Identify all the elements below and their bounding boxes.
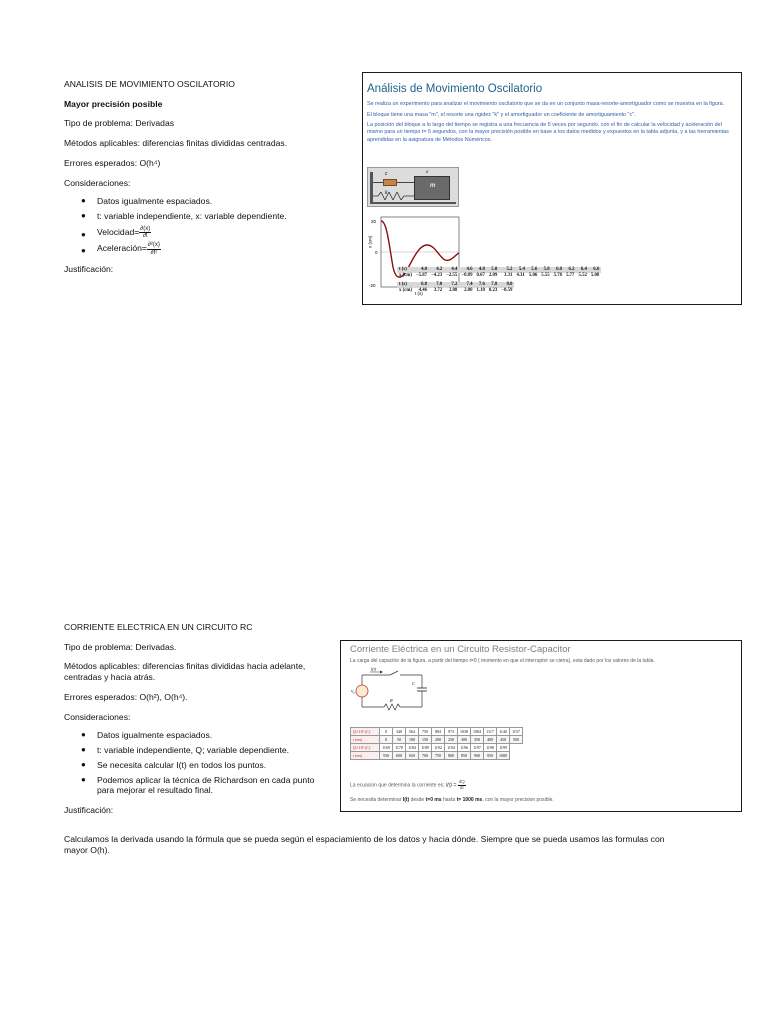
expected-errors: Errores esperados: O(h²), O(h⁴).	[64, 691, 188, 702]
table-cell: 300	[458, 736, 471, 744]
velocity-fraction	[139, 226, 151, 240]
justification-paragraph	[64, 834, 744, 855]
table-cell: 1000	[497, 752, 510, 760]
justification-label: Justificación:	[64, 264, 114, 275]
requirement-end: t= 1000 ms	[456, 797, 483, 803]
table-cell: 8.0	[499, 282, 514, 288]
requirement-start: t=0 ms	[425, 797, 442, 803]
table-cell: 700	[419, 752, 432, 760]
table-cell: −0.59	[501, 287, 513, 293]
table-cell: 7.4	[459, 282, 474, 288]
table-cell: 200	[432, 736, 445, 744]
equation-fraction	[458, 780, 466, 790]
spring-label: k	[385, 190, 388, 196]
requirement-text: hasta	[442, 797, 456, 803]
justification-label: Justificación:	[64, 805, 114, 816]
displacement-label: x	[426, 169, 429, 174]
list-item-text: Datos igualmente espaciados.	[97, 730, 213, 741]
list-item-text: t: variable independiente, Q; variable dependiente.	[97, 745, 290, 756]
list-item	[81, 226, 354, 240]
table-cell-label: Q×10⁶ (C)	[351, 744, 380, 752]
table-row	[351, 744, 523, 752]
table-cell-label: t (ms)	[351, 752, 380, 760]
problem-type: Tipo de problema: Derivadas	[64, 118, 175, 129]
table-cell: 5.06	[528, 272, 538, 278]
table-cell: 1198	[484, 744, 497, 752]
table-cell: 850	[458, 752, 471, 760]
table-cell: 900	[471, 752, 484, 760]
considerations-list	[81, 196, 354, 256]
table-cell: 500	[510, 736, 523, 744]
spring-icon	[373, 192, 414, 200]
charge-data-table	[350, 727, 523, 760]
position-data-table	[397, 267, 601, 294]
equation-lhs: I(t) =	[445, 782, 457, 789]
table-cell: 1169	[380, 744, 393, 752]
expected-errors: Errores esperados: O(h⁴)	[64, 157, 161, 168]
damper-label: c	[385, 171, 388, 177]
figure-paragraph: Se realiza un experimento para analizar el movimiento oscilatorio que se da en un conjunto masa-resorte-amortiguador como se muestra en la figura.	[367, 101, 725, 108]
bullet-icon: ●	[81, 196, 86, 206]
table-cell: 4.31	[516, 272, 525, 278]
rc-circuit-diagram	[350, 667, 436, 715]
table-cell: 4.8	[474, 267, 486, 273]
table-cell-label: t (s)	[397, 267, 414, 273]
problem-type: Tipo de problema: Derivadas.	[64, 641, 177, 652]
damper-rod	[373, 182, 383, 183]
bullet-icon: ●	[81, 229, 86, 239]
table-cell-label: x (cm)	[399, 272, 412, 278]
table-cell: 2.88	[448, 287, 458, 293]
table-cell: 0	[380, 728, 393, 736]
damper	[383, 179, 397, 186]
requirement-text: desde	[410, 797, 425, 803]
table-cell: 1189	[419, 744, 432, 752]
y-tick-label: 0	[375, 250, 378, 255]
fraction-denominator: dt	[459, 784, 464, 790]
list-item	[81, 760, 336, 771]
table-cell-label: t (ms)	[351, 736, 380, 744]
methods-line: centradas y hacia atrás.	[64, 672, 156, 683]
considerations-list	[81, 730, 336, 796]
table-cell: 5.2	[499, 267, 514, 273]
table-cell: 564	[406, 728, 419, 736]
table-cell: −4.23	[431, 272, 443, 278]
table-cell: 150	[419, 736, 432, 744]
table-cell: 1084	[471, 728, 484, 736]
table-cell: 6.8	[414, 282, 429, 288]
requirement-text: Se necesita determinar	[350, 797, 402, 803]
table-cell: 350	[471, 736, 484, 744]
bullet-icon: ●	[81, 745, 86, 755]
table-cell: 4.0	[414, 267, 429, 273]
table-cell: 100	[406, 736, 419, 744]
plot-x-label: t (s)	[415, 291, 423, 296]
table-cell: 2.09	[488, 272, 498, 278]
voltage-label: V₀	[351, 689, 355, 694]
table-cell: 5.52	[578, 272, 587, 278]
list-item-text: Datos igualmente espaciados.	[97, 196, 213, 207]
list-item-text: Podemos aplicar la técnica de Richardson en cada punto	[97, 774, 315, 785]
table-cell: 1192	[432, 744, 445, 752]
table-cell: 1196	[458, 744, 471, 752]
bullet-icon: ●	[81, 246, 86, 256]
mass-spring-damper-diagram	[367, 167, 459, 207]
y-tick-label: -20	[369, 283, 376, 288]
bullet-icon: ●	[81, 759, 86, 769]
acceleration-label: Aceleración=	[97, 243, 147, 254]
table-cell: 4.4	[444, 267, 459, 273]
table-cell: 5.78	[553, 272, 563, 278]
list-item	[81, 211, 354, 222]
justification-line: mayor O(h).	[64, 844, 110, 855]
section-title: CORRIENTE ELECTRICA EN UN CIRCUITO RC	[64, 622, 253, 632]
table-cell: 5.6	[527, 267, 539, 273]
table-cell: −2.55	[446, 272, 458, 278]
table-cell: 7.6	[474, 282, 486, 288]
section-rc-circuit	[64, 622, 336, 825]
table-cell-label: t (s)	[397, 282, 414, 288]
fraction-denominator: ∂t	[142, 233, 148, 240]
figure-paragraph: El bloque tiene una masa "m", el resorte una rigidez "k" y el amortiguador un coeficiente de amortiguamiento "c".	[367, 111, 636, 118]
table-cell: 450	[497, 736, 510, 744]
table-cell: 800	[445, 752, 458, 760]
table-cell-label: x (cm)	[399, 287, 412, 293]
table-cell: 2.00	[464, 287, 473, 293]
table-cell: 3.31	[504, 272, 513, 278]
floor	[370, 202, 456, 204]
figure-rc-circuit-problem	[340, 640, 742, 812]
table-cell: 5.55	[541, 272, 550, 278]
table-cell: 750	[419, 728, 432, 736]
plot-y-label: x (cm)	[367, 235, 373, 249]
methods	[64, 661, 336, 682]
fraction-numerator: ∂²(x)	[147, 242, 160, 249]
table-cell: 1197	[471, 744, 484, 752]
table-cell: 6.4	[576, 267, 588, 273]
methods-line: Métodos aplicables: diferencias finitas divididas hacia adelante,	[64, 661, 306, 672]
table-cell: 7.0	[429, 282, 444, 288]
table-cell: 50	[393, 736, 406, 744]
fraction-denominator: ∂t²	[150, 249, 158, 256]
section-subtitle: Mayor precisión posible	[64, 98, 163, 109]
table-cell: 340	[393, 728, 406, 736]
table-cell: 884	[432, 728, 445, 736]
current-label: I(t)	[371, 667, 377, 672]
acceleration-fraction	[147, 242, 161, 256]
table-row	[351, 736, 523, 744]
table-row	[397, 288, 601, 294]
table-cell: 6.2	[564, 267, 576, 273]
table-cell: 6.0	[552, 267, 564, 273]
table-cell: 1157	[510, 728, 523, 736]
resistor-label: R	[390, 698, 393, 703]
equation-text: La ecuacion que determina la corriente es:	[350, 782, 445, 789]
figure-requirement	[350, 797, 554, 803]
fraction-numerator: ∂(x)	[140, 225, 151, 232]
capacitor-label: C	[412, 681, 416, 686]
table-cell: 7.2	[444, 282, 459, 288]
requirement-variable: I(t)	[402, 797, 410, 803]
section-oscillatory	[64, 79, 354, 284]
table-cell: 973	[445, 728, 458, 736]
table-cell-label: Q×10⁶ (C)	[351, 728, 380, 736]
section-title: ANALISIS DE MOVIMIENTO OSCILATORIO	[64, 79, 235, 89]
current-equation	[350, 780, 466, 790]
table-cell: 5.4	[514, 267, 526, 273]
table-cell: 250	[445, 736, 458, 744]
justification-line: Calculamos la derivada usando la fórmula que se pueda según el espaciamiento de los datos y hacia dónde. Siempre que se pueda usamos las formulas con	[64, 834, 665, 844]
table-cell: −5.87	[415, 272, 428, 278]
table-cell: 1199	[497, 744, 510, 752]
table-row	[351, 728, 523, 736]
list-item-text: Se necesita calcular I(t) en todos los puntos.	[97, 759, 267, 770]
figure-oscillatory-problem	[362, 72, 742, 305]
table-cell: 950	[484, 752, 497, 760]
table-cell: 7.8	[487, 282, 499, 288]
table-cell: 600	[393, 752, 406, 760]
requirement-text: , con la mayor precision posible.	[482, 797, 554, 803]
table-cell: 1038	[458, 728, 471, 736]
bullet-icon: ●	[81, 730, 86, 740]
list-item	[81, 775, 336, 796]
table-cell: 400	[484, 736, 497, 744]
considerations-label: Consideraciones:	[64, 711, 131, 722]
table-row	[351, 752, 523, 760]
table-cell: 650	[406, 752, 419, 760]
table-cell: 1184	[406, 744, 419, 752]
table-cell: 550	[380, 752, 393, 760]
table-cell: 0.23	[488, 287, 498, 293]
table-cell: 1117	[484, 728, 497, 736]
list-item	[81, 745, 336, 756]
table-cell: 4.6	[459, 267, 474, 273]
table-cell: 5.77	[566, 272, 575, 278]
list-item	[81, 730, 336, 741]
considerations-label: Consideraciones:	[64, 177, 131, 188]
list-item-text: t: variable independiente, x: variable dependiente.	[97, 211, 287, 222]
table-cell: 1194	[445, 744, 458, 752]
figure-title: Análisis de Movimiento Oscilatorio	[367, 83, 543, 95]
table-cell: 3.72	[433, 287, 443, 293]
table-cell: 1.10	[476, 287, 485, 293]
table-cell: 1178	[393, 744, 406, 752]
table-cell: 4.46	[418, 287, 428, 293]
list-item	[81, 242, 354, 256]
fraction-numerator: dQ	[458, 779, 465, 784]
figure-paragraph: La posición del bloque a lo largo del tiempo se registra a una frecuencia de 5 veces por segundo, con el fin de calcular la velocidad y aceleración del mismo para un tiempo t= 5 segundos, con la mayor precisión posible en base a los datos medidos y expuestos en la tabla adjunta, y a las herramientas aprendidas en la asignatura de Métodos Numéricos.	[367, 121, 729, 143]
table-cell: 0.67	[476, 272, 485, 278]
table-cell: 4.2	[429, 267, 444, 273]
list-item	[81, 196, 354, 207]
figure-title: Corriente Eléctrica en un Circuito Resistor-Capacitor	[350, 644, 571, 655]
damper-rod	[397, 182, 414, 183]
table-cell: −0.89	[461, 272, 473, 278]
velocity-label: Velocidad=	[97, 226, 140, 237]
table-cell: 750	[432, 752, 445, 760]
bullet-icon: ●	[81, 774, 86, 784]
table-cell: 5.0	[487, 267, 499, 273]
table-cell: 6.6	[589, 267, 601, 273]
y-tick-label: 20	[371, 219, 377, 224]
mass-label: m	[430, 183, 436, 189]
methods: Métodos aplicables: diferencias finitas divididas centradas.	[64, 138, 288, 149]
table-cell: 5.08	[590, 272, 600, 278]
figure-paragraph: La carga del capacitor de la figura, a partir del tiempo t=0 ( momento en que el interruptor se cierra), esta dado por los valores de la tabla.	[350, 657, 655, 664]
table-cell: 1140	[497, 728, 510, 736]
table-cell: 5.8	[539, 267, 551, 273]
table-cell: 0	[380, 736, 393, 744]
list-item-text: para mejorar el resultado final.	[97, 785, 214, 796]
bullet-icon: ●	[81, 211, 86, 221]
